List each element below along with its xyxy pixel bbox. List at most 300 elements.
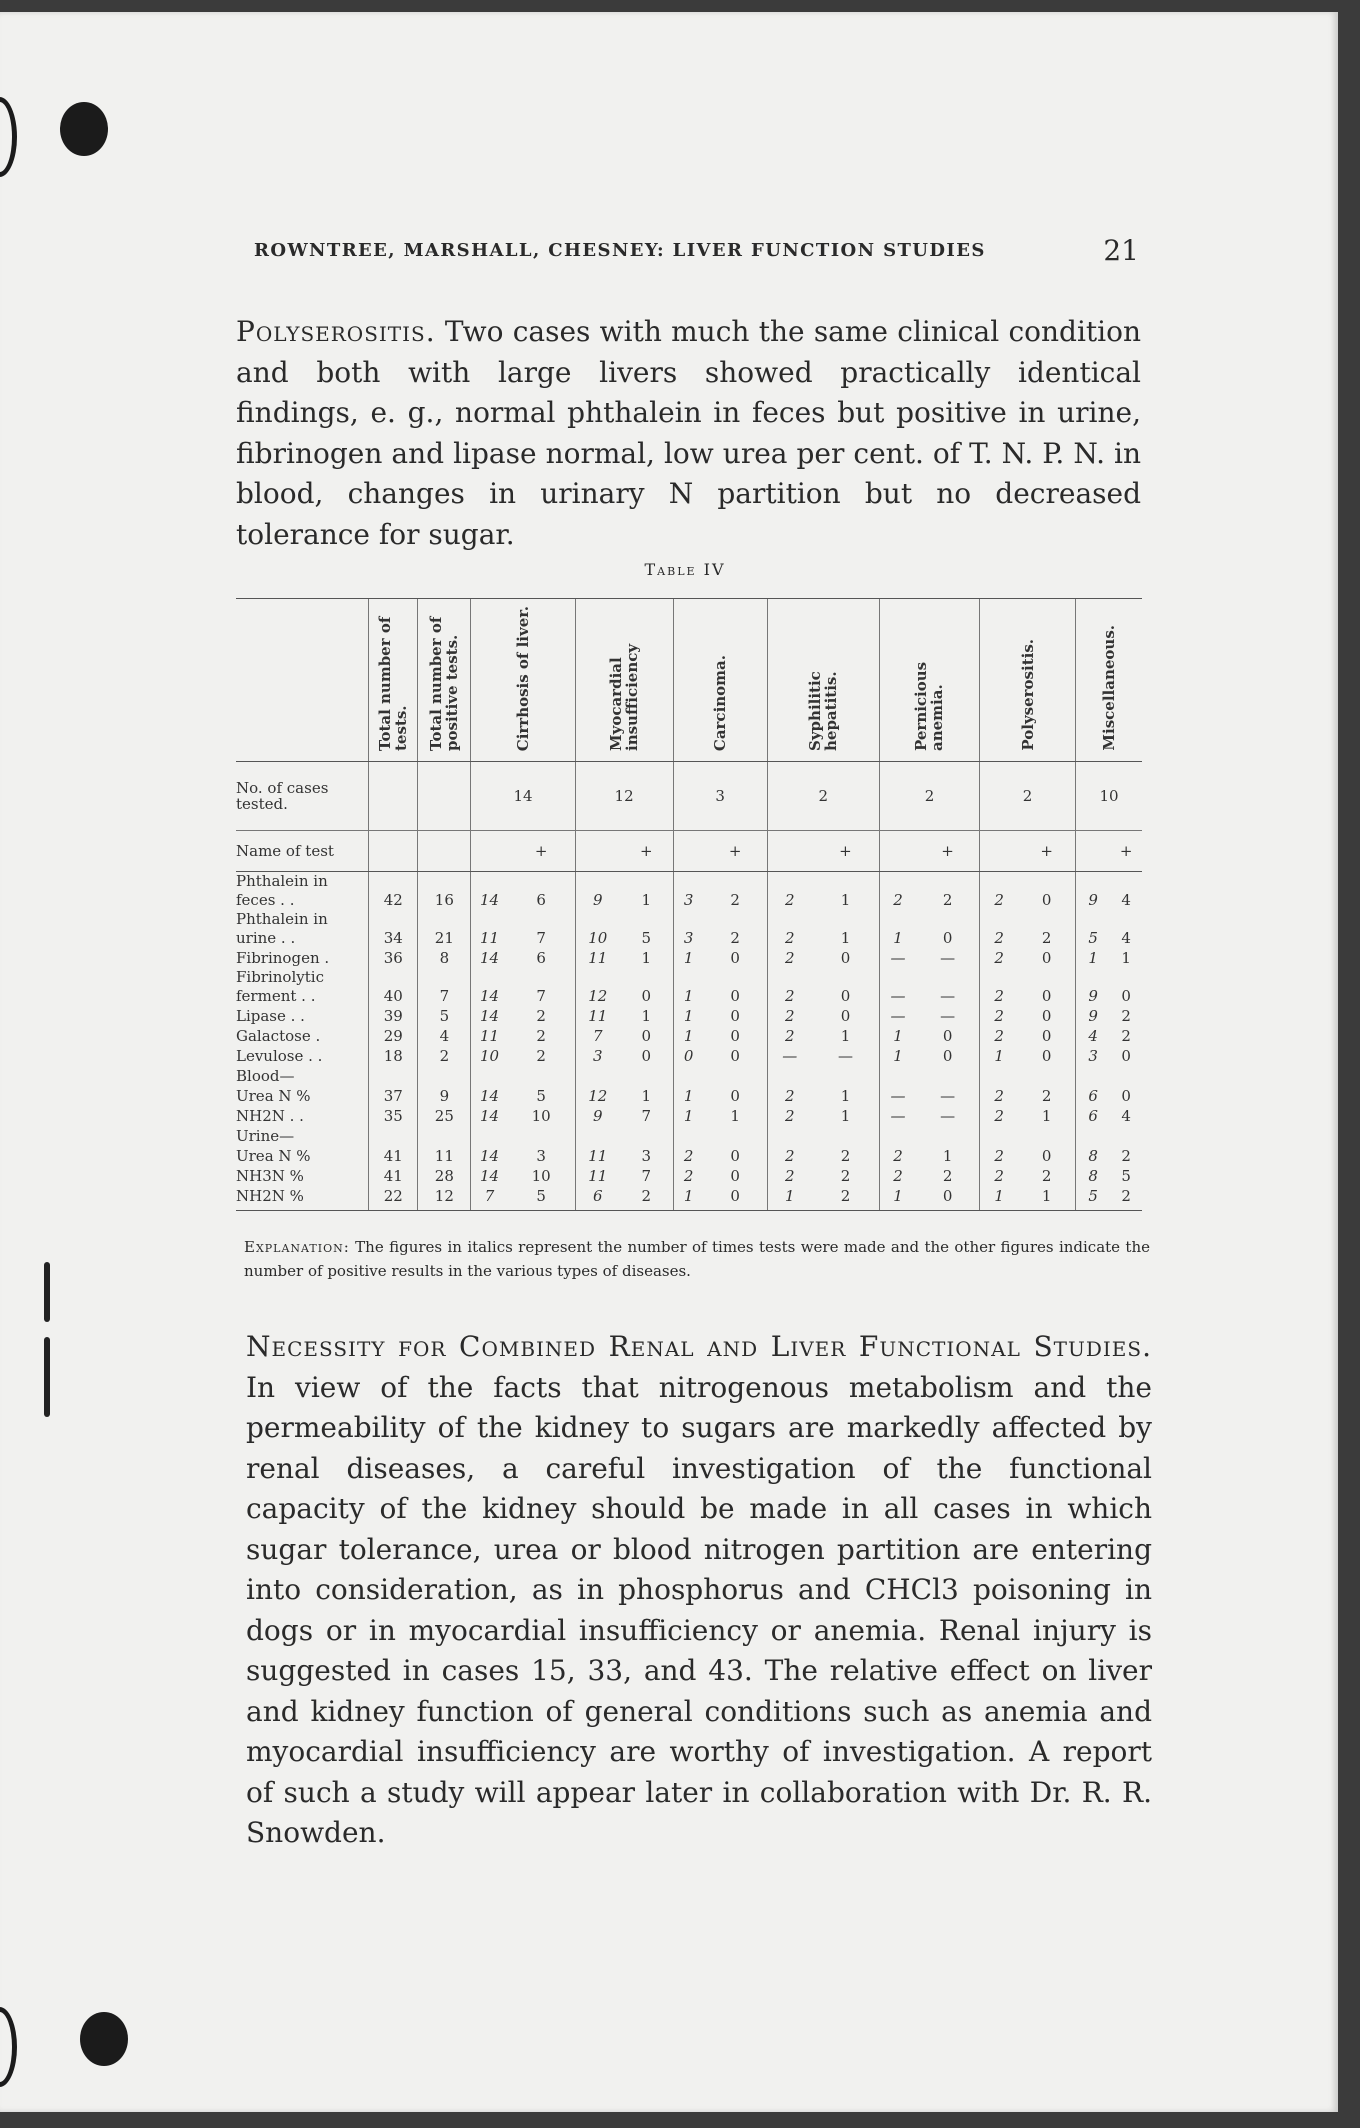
cell-times-tested: 2 (767, 1166, 812, 1186)
cell-times-tested: 2 (767, 872, 812, 911)
punch-hole (80, 2012, 128, 2066)
cell-times-tested: 10 (575, 910, 620, 948)
cell-positive-results: 2 (840, 1167, 851, 1185)
table-row (236, 1186, 1142, 1211)
cell-times-tested (673, 1126, 704, 1146)
cell-times-tested (980, 1066, 1019, 1086)
cell-times-tested: 1 (879, 910, 916, 948)
cell-times-tested: 6 (1076, 1106, 1111, 1126)
cell-positive-results: — (940, 1087, 956, 1105)
table-row (236, 1126, 1142, 1146)
cell-positive-results: 1 (1121, 949, 1131, 967)
cases-cirrhosis: 14 (471, 762, 575, 831)
cell-times-tested: 2 (980, 1006, 1019, 1026)
cases-polyserositis: 2 (980, 762, 1076, 831)
cell-times-tested: 2 (879, 1166, 916, 1186)
running-head-text: ROWNTREE, MARSHALL, CHESNEY: LIVER FUNCTION STUDIES (254, 240, 986, 261)
cell-times-tested: 1 (1076, 948, 1111, 968)
cell-times-tested: 4 (1076, 1026, 1111, 1046)
cell-times-tested: 3 (673, 910, 704, 948)
row-label: Phthalein in feces . . (236, 872, 328, 909)
cell-positive-results: 0 (730, 1027, 740, 1045)
cell-positive-results: 2 (1041, 1087, 1052, 1105)
cell-positive-results (812, 1066, 879, 1086)
cell-times-tested: 1 (673, 1106, 704, 1126)
cell-total-tests: 29 (369, 1026, 418, 1046)
cell-times-tested: 9 (575, 1106, 620, 1126)
cell-times-tested: 1 (879, 1046, 916, 1066)
row-label: Fibrinolytic ferment . . (236, 968, 324, 1005)
cell-times-tested: 5 (1076, 1186, 1111, 1211)
cell-positive-results: 0 (840, 949, 851, 967)
cell-positive-results: 1 (1018, 1186, 1075, 1211)
cell-times-tested: 1 (673, 1026, 704, 1046)
cell-positive-results: 2 (1041, 1167, 1052, 1185)
cell-times-tested: 8 (1076, 1166, 1111, 1186)
cell-positive-results: 0 (1041, 1047, 1052, 1065)
cell-times-tested: 14 (471, 1006, 508, 1026)
cell-positive-tests (418, 1126, 471, 1146)
table-row (236, 1066, 1142, 1086)
cell-times-tested: 2 (879, 1146, 916, 1166)
cell-positive-tests: 4 (418, 1026, 471, 1046)
cell-positive-tests: 16 (418, 872, 471, 911)
col-header-total-tests: Total number of tests. (369, 599, 418, 762)
cell-times-tested: — (767, 1046, 812, 1066)
cell-times-tested: 1 (879, 1186, 916, 1211)
cell-positive-tests: 9 (418, 1086, 471, 1106)
cell-times-tested (1076, 1066, 1111, 1086)
cell-positive-results (916, 1126, 979, 1146)
cell-positive-results: 5 (1121, 1167, 1131, 1185)
explanation-text: The figures in italics represent the number of times tests were made and the other figures indicate the number of positive results in the various types of diseases. (244, 1238, 1150, 1280)
cell-times-tested: 2 (767, 948, 812, 968)
cell-times-tested: 11 (575, 1006, 620, 1026)
margin-mark (44, 1337, 50, 1417)
cell-positive-tests: 25 (418, 1106, 471, 1126)
cell-positive-results: 2 (812, 1186, 879, 1211)
cell-positive-results: 4 (1121, 929, 1131, 947)
cell-total-tests: 18 (369, 1046, 418, 1066)
cell-positive-results (704, 1066, 767, 1086)
col-header-polyserositis: Polyserositis. (980, 599, 1076, 762)
cell-positive-results: 0 (1121, 1087, 1131, 1105)
cases-tested-label: No. of cases tested. (236, 762, 369, 831)
cell-times-tested (879, 1066, 916, 1086)
table-row (236, 1146, 1142, 1166)
cell-times-tested: 11 (575, 1166, 620, 1186)
cell-times-tested: 0 (673, 1046, 704, 1066)
cell-positive-results: 4 (1121, 1107, 1131, 1125)
paragraph-polyserositis (236, 312, 1141, 555)
cell-times-tested: 14 (471, 1146, 508, 1166)
cell-times-tested: 14 (471, 872, 508, 911)
cell-positive-results: — (837, 1047, 853, 1065)
cell-times-tested: 11 (471, 910, 508, 948)
name-of-test-label: Name of test (236, 831, 369, 872)
row-label: Blood— (236, 1067, 295, 1085)
cell-times-tested: 2 (980, 1146, 1019, 1166)
cell-positive-results: 0 (840, 987, 851, 1005)
row-label: Urea N % (236, 1147, 311, 1165)
cell-positive-results: 0 (730, 987, 740, 1005)
cell-total-tests: 22 (369, 1186, 418, 1211)
plus-sign: + (1018, 831, 1075, 872)
cell-positive-results: 0 (1041, 987, 1052, 1005)
table-row (236, 1106, 1142, 1126)
paragraph-combined-studies (246, 1327, 1152, 1854)
table-row (236, 910, 1142, 948)
paragraph-lead: Necessity for Combined Renal and Liver Functional Studies. (246, 1330, 1152, 1363)
cell-positive-results: — (940, 949, 956, 967)
cell-positive-results (508, 1066, 575, 1086)
cell-positive-results: 2 (620, 1186, 673, 1211)
cell-times-tested: 2 (767, 910, 812, 948)
cell-positive-results: 2 (536, 1047, 546, 1065)
cell-positive-results: 0 (730, 1047, 740, 1065)
cases-carcinoma: 3 (673, 762, 767, 831)
cell-times-tested: — (879, 948, 916, 968)
cell-positive-results: 5 (508, 1186, 575, 1211)
cell-times-tested: 9 (1076, 968, 1111, 1006)
table-row (236, 1166, 1142, 1186)
cell-positive-results: 2 (840, 1147, 851, 1165)
cell-times-tested (471, 1066, 508, 1086)
cell-times-tested: — (879, 968, 916, 1006)
cell-positive-results: 0 (730, 1167, 740, 1185)
cell-times-tested: 2 (980, 948, 1019, 968)
cell-positive-results (1018, 1126, 1075, 1146)
cell-total-tests: 40 (369, 968, 418, 1006)
cell-times-tested: 2 (767, 1026, 812, 1046)
cell-positive-results: 2 (1041, 929, 1052, 947)
cell-times-tested: 1 (673, 1006, 704, 1026)
cell-positive-results: 0 (942, 1047, 953, 1065)
table-row (236, 1006, 1142, 1026)
margin-mark (44, 1262, 50, 1322)
cell-times-tested: 1 (980, 1186, 1019, 1211)
paragraph-text: Two cases with much the same clinical condition and both with large livers showed practically identical findings, e. g., normal phthalein in feces but positive in urine, fibrinogen and lipase normal, low urea per cent. of T. N. P. N. in blood, changes in urinary N partition but no decreased tolerance for sugar. (236, 315, 1141, 551)
cell-positive-results: 0 (730, 1007, 740, 1025)
cell-times-tested: 14 (471, 948, 508, 968)
col-header-syphilitic: Syphilitic hepatitis. (767, 599, 879, 762)
cell-positive-results (508, 1126, 575, 1146)
explanation-lead: Explanation: (244, 1238, 350, 1256)
cell-total-tests: 36 (369, 948, 418, 968)
cell-positive-results: 2 (1110, 1186, 1142, 1211)
cell-positive-results: 0 (840, 1007, 851, 1025)
table-row (236, 948, 1142, 968)
cell-positive-results: 0 (641, 987, 652, 1005)
cell-positive-results: 1 (1041, 1107, 1052, 1125)
cell-positive-results: 10 (531, 1167, 551, 1185)
table-iv (236, 598, 1142, 1211)
cell-positive-results: 1 (641, 949, 652, 967)
cases-syphilitic: 2 (767, 762, 879, 831)
cell-times-tested: 7 (575, 1026, 620, 1046)
row-label: Levulose . . (236, 1047, 323, 1065)
cell-positive-results: 1 (942, 1147, 953, 1165)
cell-total-tests: 42 (369, 872, 418, 911)
table-title: Table IV (644, 560, 726, 579)
cell-positive-results: 0 (1041, 949, 1052, 967)
paragraph-lead: Polyserositis. (236, 315, 436, 348)
cell-times-tested: 2 (980, 872, 1019, 911)
cell-times-tested: 2 (767, 1006, 812, 1026)
row-label: NH2N % (236, 1186, 369, 1211)
cell-positive-results: 0 (730, 1087, 740, 1105)
cell-times-tested (879, 1126, 916, 1146)
cell-times-tested: 11 (471, 1026, 508, 1046)
cell-positive-results: 0 (916, 1186, 979, 1211)
cell-positive-results: 2 (730, 929, 740, 947)
cell-positive-results: 0 (704, 1186, 767, 1211)
cell-positive-results: 4 (1121, 891, 1131, 909)
cell-times-tested: 2 (767, 1086, 812, 1106)
page-number: 21 (1103, 234, 1139, 267)
cell-positive-results (1110, 1066, 1142, 1086)
cases-myocardial: 12 (575, 762, 673, 831)
cases-miscellaneous: 10 (1076, 762, 1143, 831)
cell-times-tested: 1 (879, 1026, 916, 1046)
table-explanation (244, 1235, 1150, 1283)
binding-edge-arc (0, 2007, 17, 2087)
cell-positive-results (916, 1066, 979, 1086)
cell-times-tested: 14 (471, 1086, 508, 1106)
binding-edge-arc (0, 97, 17, 177)
col-header-miscellaneous: Miscellaneous. (1076, 599, 1143, 762)
col-header-positive-tests: Total number of positive tests. (418, 599, 471, 762)
cell-total-tests: 37 (369, 1086, 418, 1106)
cell-positive-tests: 2 (418, 1046, 471, 1066)
punch-hole (60, 102, 108, 156)
cell-positive-results: 0 (641, 1027, 652, 1045)
row-label: Urine— (236, 1127, 295, 1145)
row-label: Phthalein in urine . . (236, 910, 328, 947)
cell-positive-results: — (940, 1107, 956, 1125)
cell-positive-results: 0 (641, 1047, 652, 1065)
col-header-pernicious: Pernicious anemia. (879, 599, 979, 762)
cell-times-tested (471, 1126, 508, 1146)
cell-positive-results: 0 (1041, 1147, 1052, 1165)
row-label: Lipase . . (236, 1007, 305, 1025)
cases-tested-row (236, 762, 1142, 831)
cell-positive-results: 1 (840, 891, 851, 909)
cell-total-tests (369, 1126, 418, 1146)
col-header-carcinoma: Carcinoma. (673, 599, 767, 762)
cell-times-tested: 14 (471, 1166, 508, 1186)
cell-positive-results: 0 (942, 929, 953, 947)
cell-positive-tests: 8 (418, 948, 471, 968)
cell-positive-results: 0 (730, 1147, 740, 1165)
cell-times-tested: 12 (575, 1086, 620, 1106)
cell-positive-tests: 28 (418, 1166, 471, 1186)
cell-times-tested: 11 (575, 948, 620, 968)
cell-times-tested: 1 (673, 1086, 704, 1106)
paragraph-text: In view of the facts that nitrogenous metabolism and the permeability of the kidney to sugars are markedly affected by renal diseases, a careful investigation of the functional capacity of the kidney should be made in all cases in which sugar tolerance, urea or blood nitrogen partition are entering into consideration, as in phosphorus and CHCl3 poisoning in dogs or in myocardial insufficiency or anemia. Renal injury is suggested in cases 15, 33, and 43. The relative effect on liver and kidney function of general conditions such as anemia and myocardial insufficiency are worthy of investigation. A report of such a study will appear later in collaboration with Dr. R. R. Snowden. (246, 1370, 1152, 1849)
cell-positive-results: 6 (536, 891, 546, 909)
cell-times-tested: — (879, 1006, 916, 1026)
cell-positive-results: 2 (1121, 1147, 1131, 1165)
cell-times-tested: — (879, 1106, 916, 1126)
cell-times-tested: 5 (1076, 910, 1111, 948)
row-label: NH3N % (236, 1167, 304, 1185)
cell-positive-results: 7 (536, 929, 546, 947)
cell-times-tested: 3 (575, 1046, 620, 1066)
cell-positive-results: 2 (1121, 1027, 1131, 1045)
cell-positive-results: 2 (730, 891, 740, 909)
table-row (236, 1086, 1142, 1106)
cell-positive-results: 1 (641, 891, 652, 909)
cell-times-tested: 11 (575, 1146, 620, 1166)
cell-positive-results: 5 (641, 929, 652, 947)
cell-times-tested: 10 (471, 1046, 508, 1066)
col-header-cirrhosis: Cirrhosis of liver. (471, 599, 575, 762)
cell-positive-results: 2 (536, 1027, 546, 1045)
table-row (236, 1046, 1142, 1066)
row-label: Galactose . (236, 1027, 321, 1045)
cell-positive-results (620, 1066, 673, 1086)
cell-positive-results: 2 (942, 1167, 953, 1185)
cell-positive-results: 1 (840, 929, 851, 947)
cell-positive-results: 0 (1041, 1007, 1052, 1025)
cell-positive-results: 1 (840, 1027, 851, 1045)
cell-positive-results: 1 (641, 1007, 652, 1025)
plus-sign: + (812, 831, 879, 872)
cell-positive-results: 1 (641, 1087, 652, 1105)
cell-times-tested: 2 (980, 910, 1019, 948)
cell-positive-tests: 21 (418, 910, 471, 948)
plus-sign: + (916, 831, 979, 872)
cell-total-tests: 41 (369, 1146, 418, 1166)
cell-positive-results: — (940, 987, 956, 1005)
plus-sign: + (704, 831, 767, 872)
cell-times-tested: 2 (980, 1026, 1019, 1046)
col-header-myocardial: Myocardial insufficiency (575, 599, 673, 762)
cell-positive-results: — (940, 1007, 956, 1025)
cell-positive-results (1018, 1066, 1075, 1086)
row-label: Urea N % (236, 1087, 311, 1105)
cell-positive-results: 0 (1041, 1027, 1052, 1045)
cell-times-tested (575, 1126, 620, 1146)
cell-times-tested: 2 (673, 1146, 704, 1166)
cell-times-tested: 12 (575, 968, 620, 1006)
cell-positive-results: 0 (942, 1027, 953, 1045)
cell-times-tested (767, 1126, 812, 1146)
cell-times-tested: 6 (575, 1186, 620, 1211)
cell-times-tested: 2 (879, 872, 916, 911)
cell-positive-results: 1 (840, 1107, 851, 1125)
cell-times-tested: 9 (1076, 872, 1111, 911)
cell-positive-tests: 12 (418, 1186, 471, 1211)
cell-times-tested: 2 (980, 968, 1019, 1006)
cell-times-tested (767, 1066, 812, 1086)
cell-times-tested: 7 (471, 1186, 508, 1211)
cell-positive-tests (418, 1066, 471, 1086)
name-of-test-row (236, 831, 1142, 872)
table-header-row (236, 599, 1142, 762)
cell-times-tested (575, 1066, 620, 1086)
cell-positive-results: 6 (536, 949, 546, 967)
cell-times-tested: 1 (673, 968, 704, 1006)
cell-times-tested: 9 (1076, 1006, 1111, 1026)
cell-times-tested: 1 (673, 948, 704, 968)
plus-sign: + (508, 831, 575, 872)
row-label: NH2N . . (236, 1107, 304, 1125)
cell-positive-results: 1 (840, 1087, 851, 1105)
cell-times-tested: 2 (767, 968, 812, 1006)
cell-times-tested: 1 (767, 1186, 812, 1211)
cell-positive-results: 2 (942, 891, 953, 909)
cell-times-tested: 3 (1076, 1046, 1111, 1066)
cell-times-tested: 6 (1076, 1086, 1111, 1106)
plus-sign: + (1110, 831, 1142, 872)
cell-positive-results: 3 (536, 1147, 546, 1165)
cell-total-tests: 34 (369, 910, 418, 948)
cell-positive-results: 3 (641, 1147, 652, 1165)
cell-positive-results: 0 (730, 949, 740, 967)
cell-positive-results (620, 1126, 673, 1146)
cell-positive-results: 2 (1121, 1007, 1131, 1025)
cell-times-tested: 2 (767, 1146, 812, 1166)
cell-positive-results: 7 (536, 987, 546, 1005)
cell-positive-results (812, 1126, 879, 1146)
cell-times-tested: 1 (980, 1046, 1019, 1066)
cell-positive-results: 2 (536, 1007, 546, 1025)
cell-positive-results: 5 (536, 1087, 546, 1105)
table-row (236, 1026, 1142, 1046)
cell-positive-results: 10 (531, 1107, 551, 1125)
cell-positive-results: 7 (641, 1167, 652, 1185)
cell-times-tested: 14 (471, 968, 508, 1006)
cell-times-tested: 2 (980, 1166, 1019, 1186)
cell-positive-tests: 11 (418, 1146, 471, 1166)
cases-pernicious: 2 (879, 762, 979, 831)
cell-times-tested: 2 (767, 1106, 812, 1126)
row-label: Fibrinogen . (236, 949, 330, 967)
cell-times-tested: 2 (673, 1166, 704, 1186)
running-head (254, 234, 1139, 267)
cell-times-tested: 2 (980, 1106, 1019, 1126)
cell-positive-results: 0 (1121, 1047, 1131, 1065)
cell-times-tested (673, 1066, 704, 1086)
cell-positive-results: 0 (1041, 891, 1052, 909)
plus-sign: + (620, 831, 673, 872)
cell-total-tests (369, 1066, 418, 1086)
cell-times-tested: 3 (673, 872, 704, 911)
cell-total-tests: 35 (369, 1106, 418, 1126)
cell-times-tested: 9 (575, 872, 620, 911)
cell-times-tested: 2 (980, 1086, 1019, 1106)
cell-times-tested (1076, 1126, 1111, 1146)
cell-total-tests: 41 (369, 1166, 418, 1186)
cell-positive-tests: 5 (418, 1006, 471, 1026)
cell-times-tested: 1 (673, 1186, 704, 1211)
cell-positive-results: 7 (641, 1107, 652, 1125)
table-row (236, 968, 1142, 1006)
cell-positive-results: 1 (730, 1107, 740, 1125)
cell-positive-tests: 7 (418, 968, 471, 1006)
cell-times-tested: 8 (1076, 1146, 1111, 1166)
cell-positive-results: 0 (1121, 987, 1131, 1005)
cell-times-tested (980, 1126, 1019, 1146)
cell-times-tested: — (879, 1086, 916, 1106)
cell-total-tests: 39 (369, 1006, 418, 1026)
header-corner (236, 599, 369, 762)
cell-positive-results (1110, 1126, 1142, 1146)
cell-positive-results (704, 1126, 767, 1146)
table-row (236, 872, 1142, 911)
